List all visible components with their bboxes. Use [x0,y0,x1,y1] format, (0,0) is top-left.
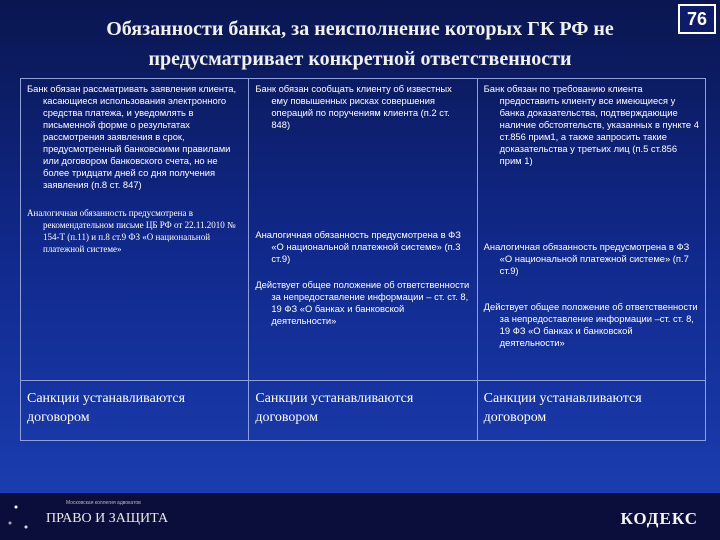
cell-col2 [249,79,477,381]
sanction-text: Санкции устанавливаются договором [255,391,414,425]
kodeks-logo: КОДЕКС [620,509,698,528]
col2-note: Аналогичная обязанность предусмотрена в ФЗ «О национальной платежной системе» (п.3 ст.9) [255,229,461,264]
footer-brand: ПРАВО И ЗАЩИТА [46,511,169,526]
col3-general: Действует общее положение об ответственности за непредоставление информации –ст. ст. 8, 19 ФЗ «О банках и банковской деятельности» [483,301,698,348]
cell-col1 [21,79,249,381]
col2-text: Банк обязан сообщать клиенту об известных ему повышенных рисках совершения операций по поручениям клиента (п.2 ст. 848) [255,83,452,130]
sanction-col3 [477,381,705,441]
sanction-col2 [249,381,477,441]
col2-general: Действует общее положение об ответственности за непредоставление информации – ст. ст. 8, 19 ФЗ «О банках и банковской деятельности» [255,279,470,326]
footer [0,493,720,540]
sanction-col1 [21,381,249,441]
page-number: 76 [678,4,716,34]
col3-text: Банк обязан по требованию клиента предоставить клиенту все имеющиеся у банка доказательства, подтверждающие наличие обстоятельств, указанных в пункте 4 ст.856 прим1, а также запросить такие доказательства у третьих лиц (п.5 ст.856 прим 1) [483,83,699,166]
col3-note: Аналогичная обязанность предусмотрена в ФЗ «О национальной платежной системе» (п.7 ст.9) [483,241,690,276]
stars-decoration-icon [6,501,36,535]
sanction-text: Санкции устанавливаются договором [27,391,186,425]
cell-col3 [477,79,705,381]
col1-note: Аналогичная обязанность предусмотрена в рекомендательном письме ЦБ РФ от 22.11.2010 № 154-Т (п.11) и п.8 ст.9 ФЗ «О национальной платежной системе» [27,208,236,254]
col1-text: Банк обязан рассматривать заявления клиента, касающиеся использования электронного средства платежа, и уведомлять в письменной форме о результатах рассмотрения заявления в срок, предусмотренный банковскими правилами или договором банковского счета, но не более тридцати дней со дня получения заявления (п.8 ст. 847) [27,83,237,190]
sanction-text: Санкции устанавливаются договором [483,391,642,425]
title-line-1: Обязанности банка, за неисполнение которых ГК РФ не [106,18,614,40]
footer-subtitle: Московская коллегия адвокатов [66,500,141,506]
slide-title [40,14,680,74]
obligations-table [20,78,706,441]
title-line-2: предусматривает конкретной ответственности [148,48,572,70]
